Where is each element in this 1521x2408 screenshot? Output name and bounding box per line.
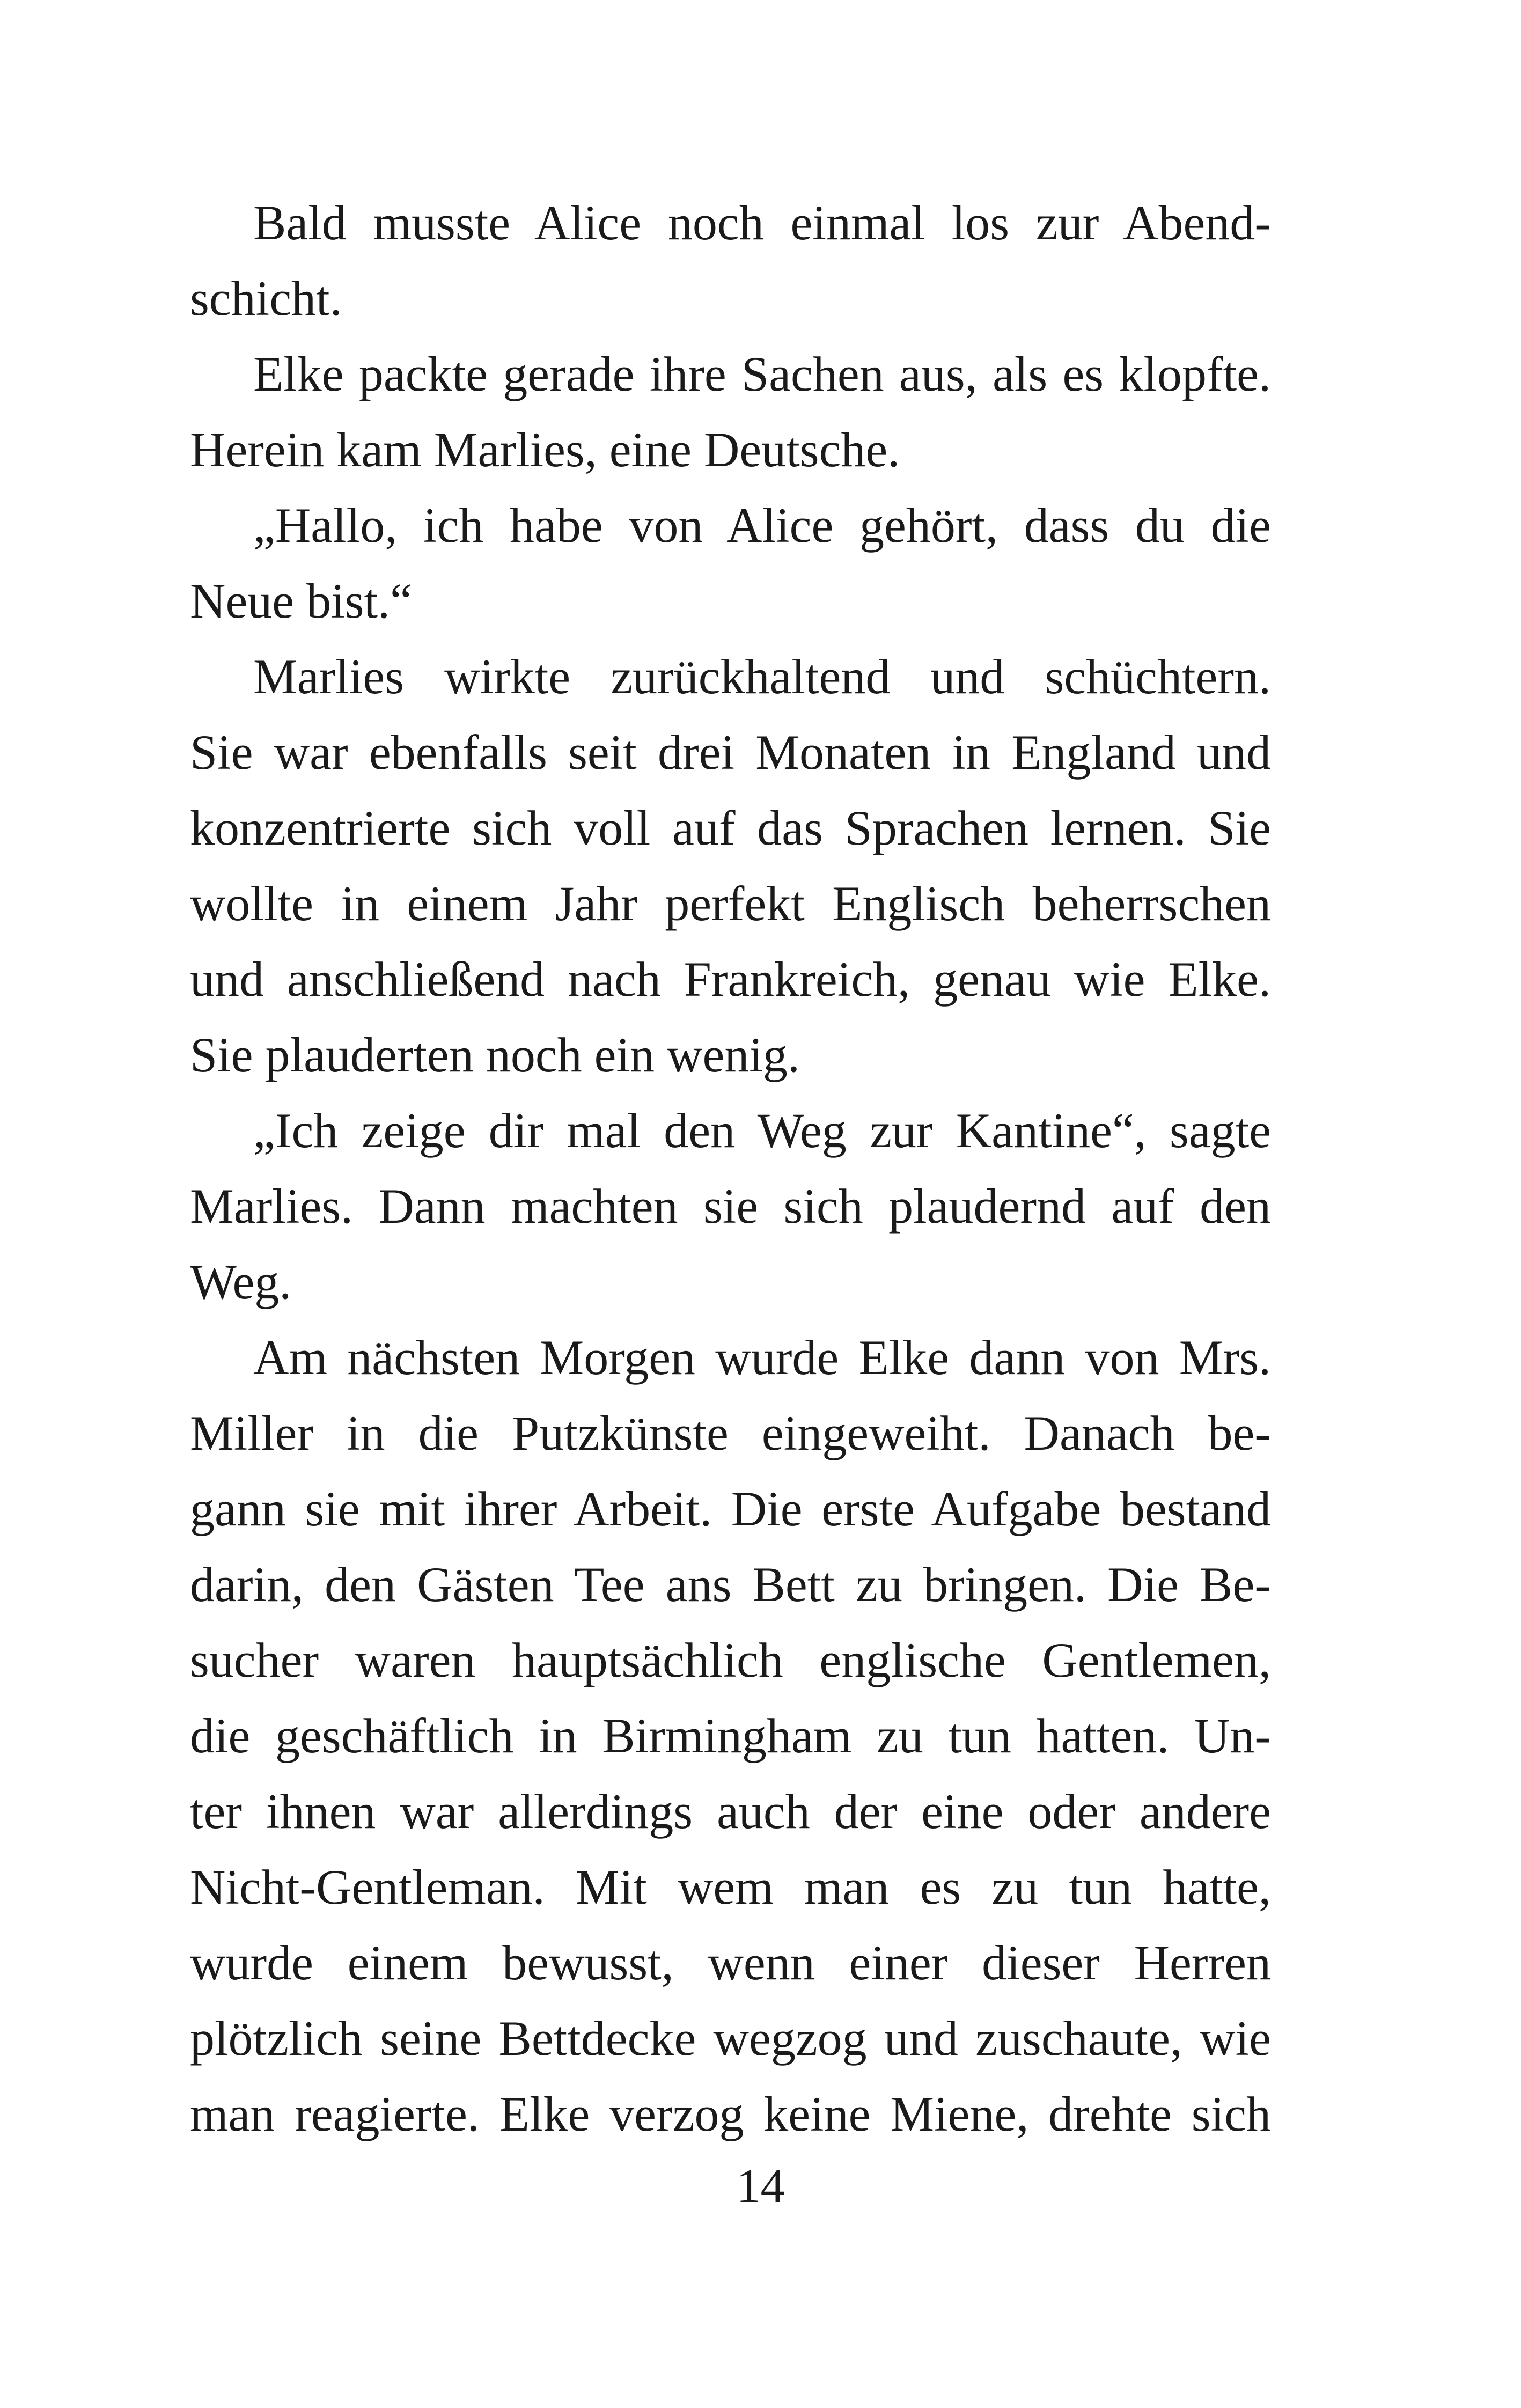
- text-line: plötzlich seine Bettdecke wegzog und zuschaute, wie: [190, 2011, 1271, 2066]
- text-line: „Ich zeige dir mal den Weg zur Kantine“, sagte: [253, 1103, 1271, 1158]
- text-line: Neue bist.“: [190, 574, 412, 628]
- text-line: Elke packte gerade ihre Sachen aus, als es klopfte.: [253, 347, 1271, 401]
- text-line: Am nächsten Morgen wurde Elke dann von Mrs.: [253, 1330, 1271, 1385]
- text-line: Miller in die Putzkünste eingeweiht. Danach be-: [190, 1406, 1271, 1460]
- body-text: [190, 185, 1271, 2152]
- text-line: die geschäftlich in Birmingham zu tun hatten. Un-: [190, 1708, 1271, 1763]
- text-line: wollte in einem Jahr perfekt Englisch beherrschen: [190, 876, 1271, 931]
- text-line: Nicht-Gentleman. Mit wem man es zu tun hatte,: [190, 1860, 1271, 1914]
- text-line: Sie war ebenfalls seit drei Monaten in England und: [190, 725, 1271, 780]
- page-number: 14: [736, 2160, 785, 2213]
- text-line: Marlies. Dann machten sie sich plaudernd auf den: [190, 1179, 1271, 1234]
- text-line: Weg.: [190, 1254, 292, 1309]
- text-line: und anschließend nach Frankreich, genau wie Elke.: [190, 952, 1271, 1007]
- text-line: schicht.: [190, 271, 342, 326]
- text-line: wurde einem bewusst, wenn einer dieser Herren: [190, 1935, 1271, 1990]
- text-line: Herein kam Marlies, eine Deutsche.: [190, 422, 900, 477]
- text-line: „Hallo, ich habe von Alice gehört, dass du die: [253, 498, 1271, 553]
- text-line: Bald musste Alice noch einmal los zur Abend-: [253, 195, 1271, 250]
- text-line: Marlies wirkte zurückhaltend und schüchtern.: [253, 649, 1271, 704]
- text-line: man reagierte. Elke verzog keine Miene, drehte sich: [190, 2087, 1271, 2141]
- text-line: ter ihnen war allerdings auch der eine oder andere: [190, 1784, 1271, 1839]
- text-line: sucher waren hauptsächlich englische Gentlemen,: [190, 1633, 1271, 1687]
- text-line: gann sie mit ihrer Arbeit. Die erste Aufgabe bestand: [190, 1481, 1271, 1536]
- text-line: darin, den Gästen Tee ans Bett zu bringen. Die Be-: [190, 1557, 1271, 1612]
- text-line: Sie plauderten noch ein wenig.: [190, 1027, 800, 1082]
- text-line: konzentrierte sich voll auf das Sprachen lernen. Sie: [190, 801, 1271, 855]
